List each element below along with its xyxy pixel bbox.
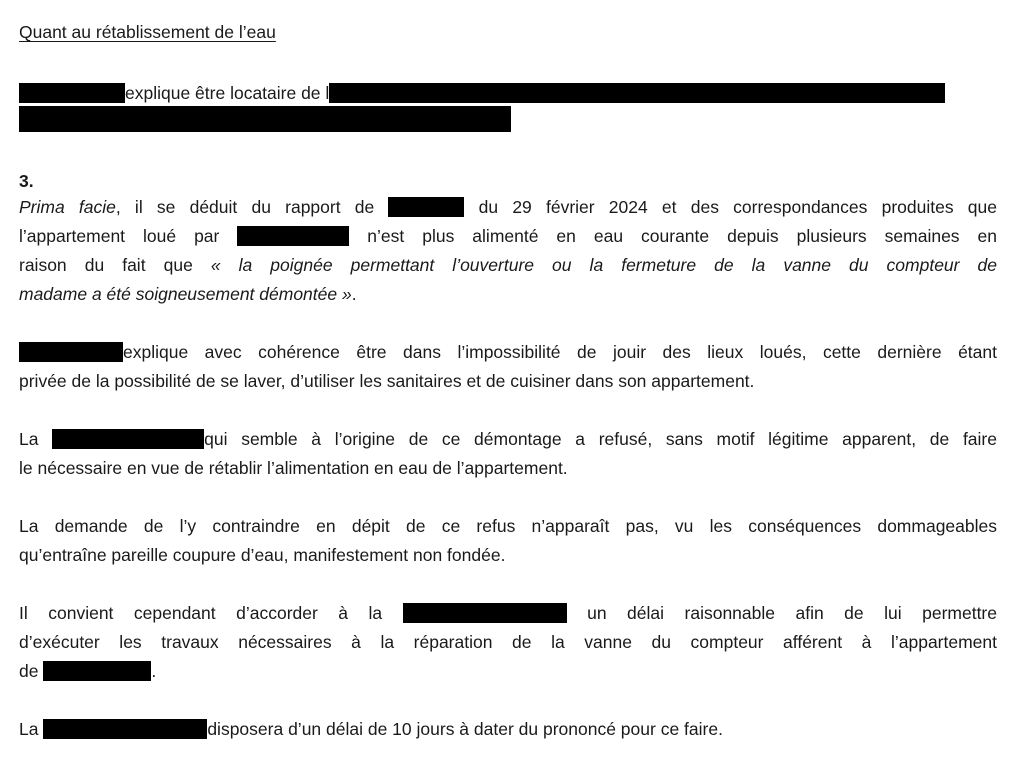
paragraph-2-line-3 (19, 254, 997, 276)
redaction-block (388, 197, 464, 217)
text-span: l’appartement loué par (19, 226, 238, 246)
section-heading: Quant au rétablissement de l’eau (19, 22, 276, 42)
text-span: du 29 février 2024 et des correspondances produites que (478, 197, 997, 217)
paragraph-3-line-1 (19, 341, 997, 363)
paragraph-4-line-2: le nécessaire en vue de rétablir l’alimentation en eau de l’appartement. (19, 458, 568, 478)
text-span: n’est plus alimenté en eau courante depuis plusieurs semaines en (349, 226, 997, 246)
paragraph-6-line-2: d’exécuter les travaux nécessaires à la réparation de la vanne du compteur afférent à l’appartement (19, 632, 997, 652)
text-span: , il se déduit du rapport de (115, 197, 389, 217)
text-span: La (19, 719, 44, 739)
text-span: explique avec cohérence être dans l’impossibilité de jouir des lieux loués, cette dernière étant (123, 342, 997, 362)
redaction-block (329, 83, 945, 103)
redaction-block (43, 661, 151, 681)
text-span: . (351, 284, 357, 304)
redaction-block (19, 83, 125, 103)
paragraph-5-line-1: La demande de l’y contraindre en dépit de ce refus n’apparaît pas, vu les conséquences dommageables (19, 516, 997, 536)
paragraph-2-line-1 (19, 196, 997, 218)
text-span: disposera d’un délai de 10 jours à dater du prononcé pour ce faire. (207, 719, 723, 739)
paragraph-2-line-4 (19, 283, 997, 305)
quote-span: « la poignée permettant l’ouverture ou la fermeture de la vanne du compteur de (210, 255, 997, 275)
text-span: La (19, 429, 53, 449)
section-number: 3. (19, 171, 34, 191)
paragraph-2-line-2 (19, 225, 997, 247)
redaction-block (19, 106, 511, 132)
text-span: explique être locataire de l (125, 83, 330, 103)
paragraph-6-line-1 (19, 602, 997, 624)
paragraph-5-line-2: qu’entraîne pareille coupure d’eau, manifestement non fondée. (19, 545, 506, 565)
paragraph-1-line-1 (19, 82, 997, 104)
redaction-block (19, 342, 123, 362)
paragraph-6-line-3 (19, 660, 997, 682)
paragraph-7-line-1 (19, 718, 997, 740)
redaction-block (237, 226, 349, 246)
paragraph-3-line-2: privée de la possibilité de se laver, d’utiliser les sanitaires et de cuisiner dans son appartement. (19, 371, 755, 391)
text-span: . (151, 661, 157, 681)
redaction-block (52, 429, 204, 449)
redaction-block (43, 719, 207, 739)
italic-lead: Prima facie (19, 197, 116, 217)
paragraph-4-line-1 (19, 428, 997, 450)
text-span: un délai raisonnable afin de lui permettre (566, 603, 997, 623)
quote-span: madame a été soigneusement démontée » (19, 284, 352, 304)
redaction-block (403, 603, 567, 623)
text-span: raison du fait que (19, 255, 211, 275)
text-span: de (19, 661, 44, 681)
text-span: qui semble à l’origine de ce démontage a refusé, sans motif légitime apparent, de faire (204, 429, 997, 449)
text-span: Il convient cependant d’accorder à la (19, 603, 403, 623)
